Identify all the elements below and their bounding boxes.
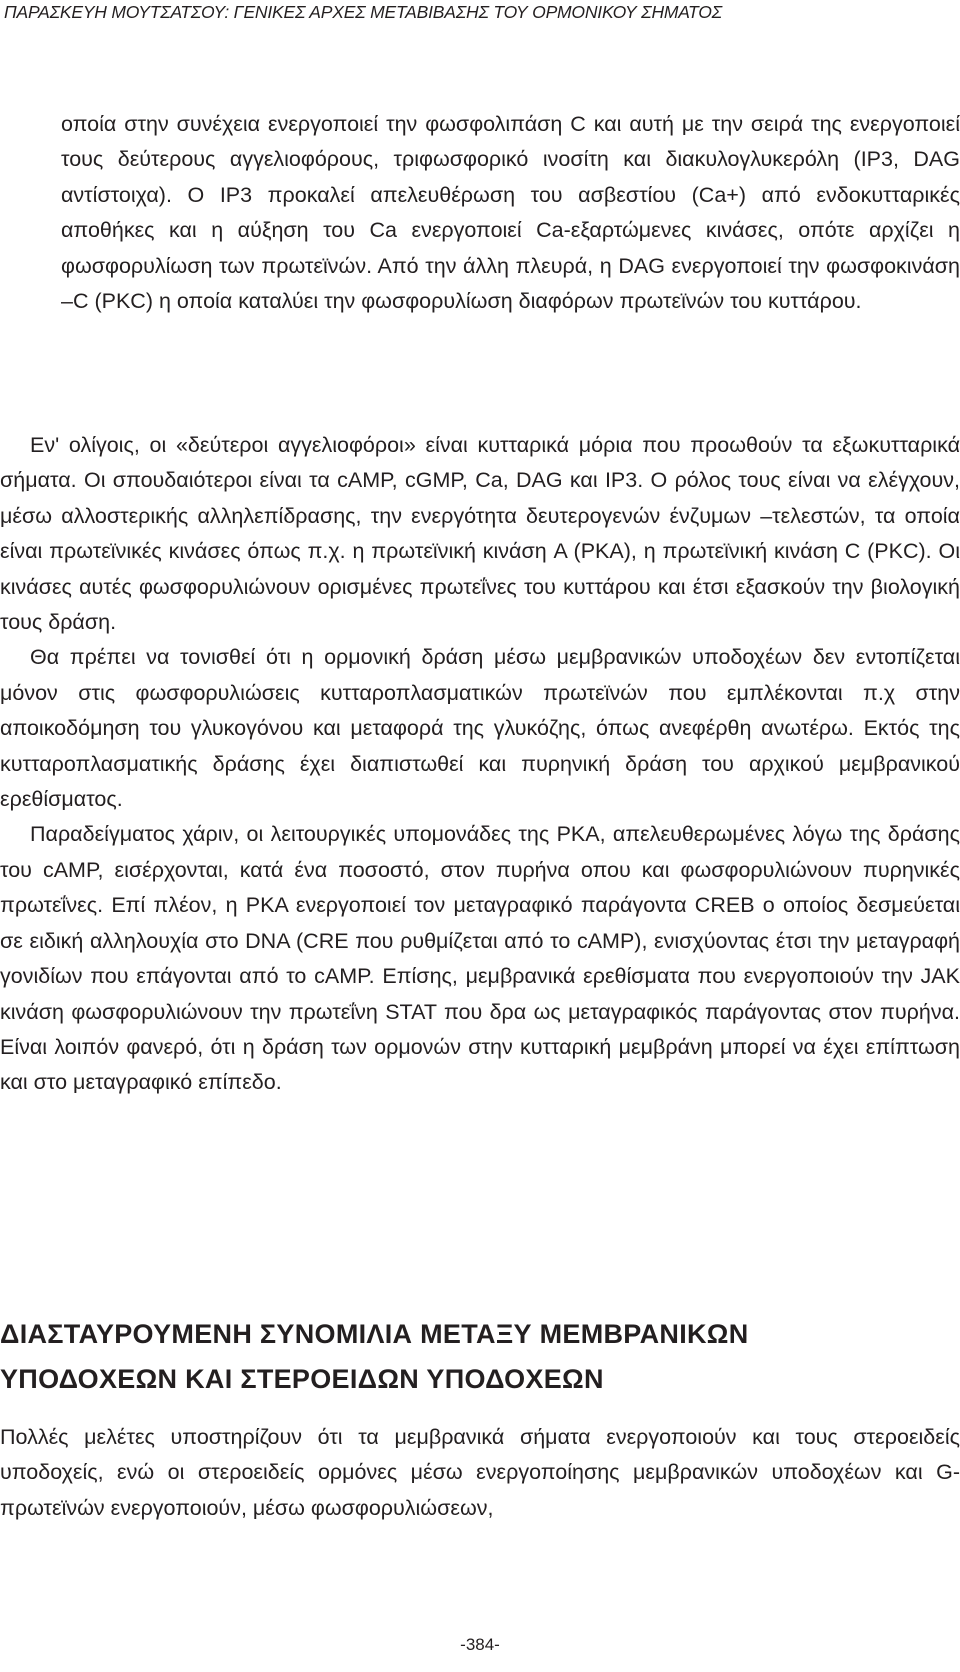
running-header: ΠΑΡΑΣΚΕΥΗ ΜΟΥΤΣΑΤΣΟΥ: ΓΕΝΙΚΕΣ ΑΡΧΕΣ ΜΕΤΑΒΙΒΑΣΗΣ ΤΟΥ ΟΡΜΟΝΙΚΟΥ ΣΗΜΑΤΟΣ [4, 2, 722, 22]
body-paragraph-4: Παραδείγματος χάριν, οι λειτουργικές υπομονάδες της PKA, απελευθερωμένες λόγω της δράσης του cAMP, εισέρχονται, κατά ένα ποσοστό, στον πυρήνα οπου και φωσφορυλιώνουν πυρηνικές πρωτεΐνες. Επί πλέον, η PKA ενεργοποιεί τον μεταγραφικό παράγοντα CREB ο οποίος δεσμεύεται σε ειδική αλληλουχία στο DNA (CRE που ρυθμίζεται από το cAMP), ενισχύοντας έτσι την μεταγραφή γονιδίων που επάγονται από το cAMP. Επίσης, μεμβρανικά ερεθίσματα που ενεργοποιούν την JAK κινάση φωσφορυλιώνουν την πρωτεΐνη STAT που δρα ως μεταγραφικός παράγοντας στον πυρήνα. Είναι λοιπόν φανερό, ότι η δράση των ορμονών στην κυτταρική μεμβράνη μπορεί να έχει επίπτωση και στο μεταγραφικό επίπεδο. [0, 822, 960, 1095]
body-paragraph-1 [0, 107, 960, 319]
body-paragraph-3: Θα πρέπει να τονισθεί ότι η ορμονική δράση μέσω μεμβρανικών υποδοχέων δεν εντοπίζεται μόνον στις φωσφορυλιώσεις κυτταροπλασματικών πρωτεϊνών που εμπλέκονται π.χ στην αποικοδόμηση του γλυκογόνου και μεταφορά της γλυκόζης, όπως ανεφέρθη ανωτέρω. Εκτός της κυτταροπλασματικής δράσης έχει διαπιστωθεί και πυρηνική δράση του αρχικού μεμβρανικού ερεθίσματος. [0, 645, 960, 812]
section-paragraph-1 [0, 1420, 960, 1526]
body-paragraphs-group [0, 428, 960, 1101]
paragraph-text: οποία στην συνέχεια ενεργοποιεί την φωσφολιπάση C και αυτή με την σειρά της ενεργοποιεί τους δεύτερους αγγελιοφόρους, τριφωσφορικό ινοσίτη και διακυλογλυκερόλη (IP3, DAG αντίστοιχα). Ο IP3 προκαλεί απελευθέρωση του ασβεστίου (Ca+) από ενδοκυτταρικές αποθήκες και η αύξηση του Ca ενεργοποιεί Ca-εξαρτώμενες κινάσες, οπότε αρχίζει η φωσφορυλίωση των πρωτεϊνών. Από την άλλη πλευρά, η DAG ενεργοποιεί την φωσφοκινάση –C (PKC) η οποία καταλύει την φωσφορυλίωση διαφόρων πρωτεϊνών του κυττάρου. [61, 112, 960, 314]
section-heading [0, 1312, 960, 1402]
section-heading-line-2: ΥΠΟΔΟΧΕΩΝ ΚΑΙ ΣΤΕΡΟΕΙΔΩΝ ΥΠΟΔΟΧΕΩΝ [0, 1364, 604, 1394]
page-number: -384- [460, 1635, 500, 1654]
body-paragraph-2: Εν' ολίγοις, οι «δεύτεροι αγγελιοφόροι» είναι κυτταρικά μόρια που προωθούν τα εξωκυτταρικά σήματα. Οι σπουδαιότεροι είναι τα cAMP, cGMP, Ca, DAG και IP3. Ο ρόλος τους είναι να ελέγχουν, μέσω αλλοστερικής αλληλεπίδρασης, την ενεργότητα δευτερογενών ένζυμων –τελεστών, τα οποία είναι πρωτεϊνικές κινάσες όπως π.χ. η πρωτεϊνική κινάση A (PKA), η πρωτεϊνική κινάση C (PKC). Οι κινάσες αυτές φωσφορυλιώνουν ορισμένες πρωτεΐνες του κυττάρου και έτσι εξασκούν την βιολογική τους δράση. [0, 433, 960, 635]
paragraph-text: Πολλές μελέτες υποστηρίζουν ότι τα μεμβρανικά σήματα ενεργοποιούν και τους στεροειδείς υποδοχείς, ενώ οι στεροειδείς ορμόνες μέσω ενεργοποίησης μεμβρανικών υποδοχέων και G-πρωτεϊνών ενεργοποιούν, μέσω φωσφορυλιώσεων, [0, 1425, 960, 1520]
section-heading-line-1: ΔΙΑΣΤΑΥΡΟΥΜΕΝΗ ΣΥΝΟΜΙΛΙΑ ΜΕΤΑΞΥ ΜΕΜΒΡΑΝΙΚΩΝ [0, 1319, 749, 1349]
